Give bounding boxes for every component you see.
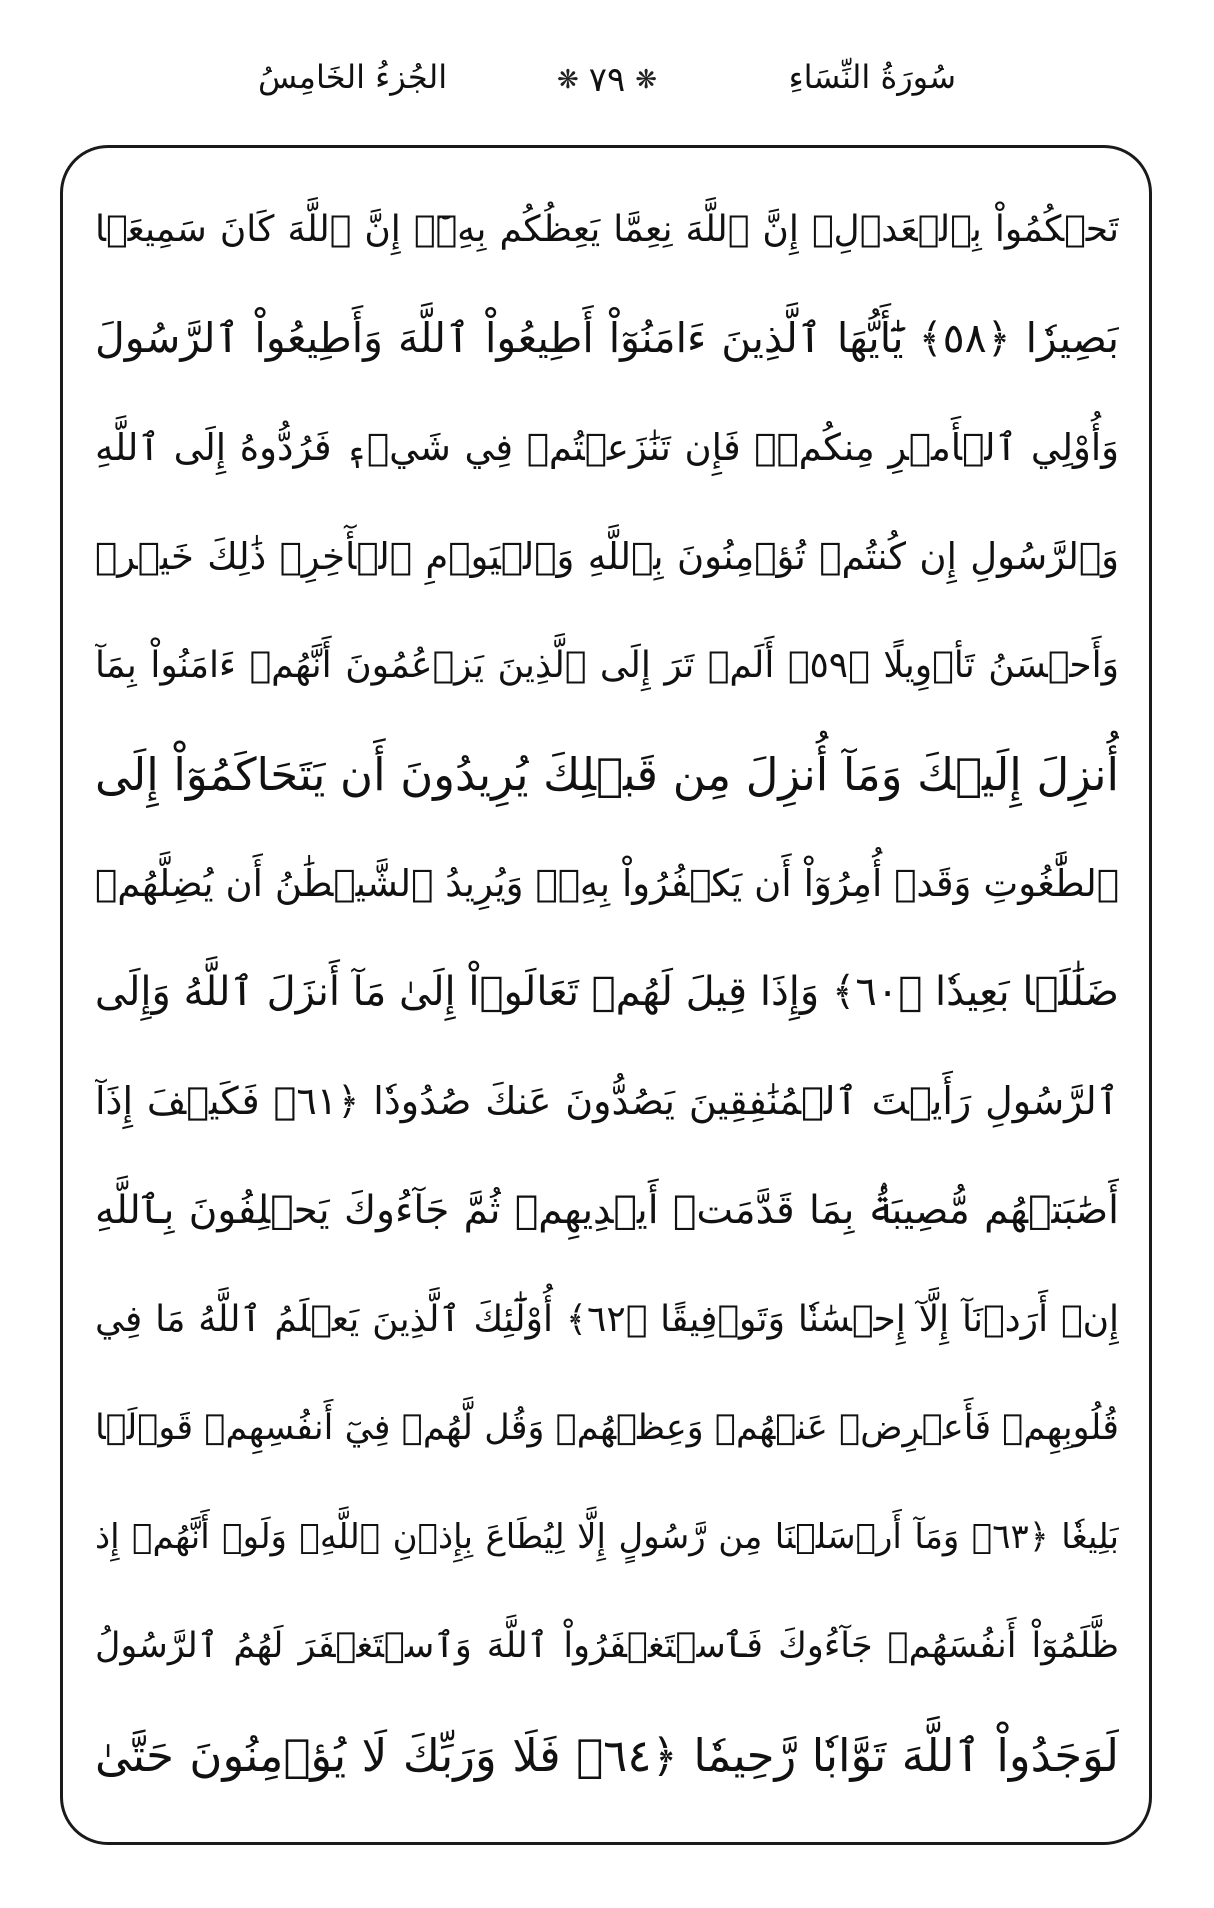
text-line: أُنزِلَ إِلَيۡكَ وَمَآ أُنزِلَ مِن قَبۡلِكَ يُرِيدُونَ أَن يَتَحَاكَمُوٓاْ إِلَى bbox=[95, 748, 1119, 801]
text-line: وَأُوْلِي ٱلۡأَمۡرِ مِنكُمۡۖ فَإِن تَنَٰزَعۡتُمۡ فِي شَيۡءٖ فَرُدُّوهُ إِلَى ٱللَّهِ bbox=[95, 426, 1119, 469]
quran-text-body bbox=[95, 175, 1119, 1815]
text-line: تَحۡكُمُواْ بِٱلۡعَدۡلِۚ إِنَّ ٱللَّهَ نِعِمَّا يَعِظُكُم بِهِۦٓۗ إِنَّ ٱللَّهَ كَانَ سَمِيعَۢا bbox=[95, 209, 1119, 250]
text-line: وَأَحۡسَنُ تَأۡوِيلًا ﴿٥٩﴾ أَلَمۡ تَرَ إِلَى ٱلَّذِينَ يَزۡعُمُونَ أَنَّهُمۡ ءَامَنُواْ بِمَآ bbox=[95, 645, 1119, 686]
text-line: قُلُوبِهِمۡ فَأَعۡرِضۡ عَنۡهُمۡ وَعِظۡهُمۡ وَقُل لَّهُمۡ فِيٓ أَنفُسِهِمۡ قَوۡلَۢا bbox=[95, 1408, 1119, 1448]
text-line: بَصِيرٗا ﴿٥٨﴾ يَٰٓأَيُّهَا ٱلَّذِينَ ءَامَنُوٓاْ أَطِيعُواْ ٱللَّهَ وَأَطِيعُواْ ٱلرَّسُولَ bbox=[95, 314, 1119, 362]
text-line: بَلِيغٗا ﴿٦٣﴾ وَمَآ أَرۡسَلۡنَا مِن رَّسُولٍ إِلَّا لِيُطَاعَ بِإِذۡنِ ٱللَّهِۚ وَلَوۡ أَنَّهُمۡ إِذ bbox=[95, 1517, 1119, 1557]
text-line: وَٱلرَّسُولِ إِن كُنتُمۡ تُؤۡمِنُونَ بِٱللَّهِ وَٱلۡيَوۡمِ ٱلۡأٓخِرِۚ ذَٰلِكَ خَيۡرٞ bbox=[95, 535, 1119, 578]
page-header bbox=[0, 40, 1214, 130]
text-line: ضَلَٰلَۢا بَعِيدٗا ﴿٦٠﴾ وَإِذَا قِيلَ لَهُمۡ تَعَالَوۡاْ إِلَىٰ مَآ أَنزَلَ ٱللَّهُ وَإِلَى bbox=[95, 969, 1119, 1015]
surah-name: سُورَةُ النِّسَاءِ bbox=[788, 58, 956, 96]
text-line: لَوَجَدُواْ ٱللَّهَ تَوَّابٗا رَّحِيمٗا ﴿٦٤﴾ فَلَا وَرَبِّكَ لَا يُؤۡمِنُونَ حَتَّىٰ bbox=[95, 1729, 1119, 1782]
text-line: ٱلرَّسُولِ رَأَيۡتَ ٱلۡمُنَٰفِقِينَ يَصُدُّونَ عَنكَ صُدُودٗا ﴿٦١﴾ فَكَيۡفَ إِذَآ bbox=[95, 1079, 1119, 1123]
ornament-icon: ❋ bbox=[635, 65, 658, 95]
page-number: ٧٩ bbox=[588, 60, 626, 100]
page-number-badge bbox=[557, 60, 657, 100]
text-line: أَصَٰبَتۡهُم مُّصِيبَةُۢ بِمَا قَدَّمَتۡ أَيۡدِيهِمۡ ثُمَّ جَآءُوكَ يَحۡلِفُونَ بِٱللَّهِ bbox=[95, 1188, 1119, 1233]
ornament-icon: ❋ bbox=[556, 65, 579, 95]
text-line: ظَّلَمُوٓاْ أَنفُسَهُمۡ جَآءُوكَ فَٱسۡتَغۡفَرُواْ ٱللَّهَ وَٱسۡتَغۡفَرَ لَهُمُ ٱلرَّسُولُ bbox=[95, 1626, 1119, 1666]
text-line: ٱلطَّٰغُوتِ وَقَدۡ أُمِرُوٓاْ أَن يَكۡفُرُواْ بِهِۦۖ وَيُرِيدُ ٱلشَّيۡطَٰنُ أَن يُضِلَّهُمۡ bbox=[95, 862, 1119, 905]
juz-name: الجُزءُ الخَامِسُ bbox=[258, 58, 448, 96]
text-line: إِنۡ أَرَدۡنَآ إِلَّآ إِحۡسَٰنٗا وَتَوۡفِيقًا ﴿٦٢﴾ أُوْلَٰٓئِكَ ٱلَّذِينَ يَعۡلَمُ ٱللَّهُ مَا فِي bbox=[95, 1299, 1119, 1340]
